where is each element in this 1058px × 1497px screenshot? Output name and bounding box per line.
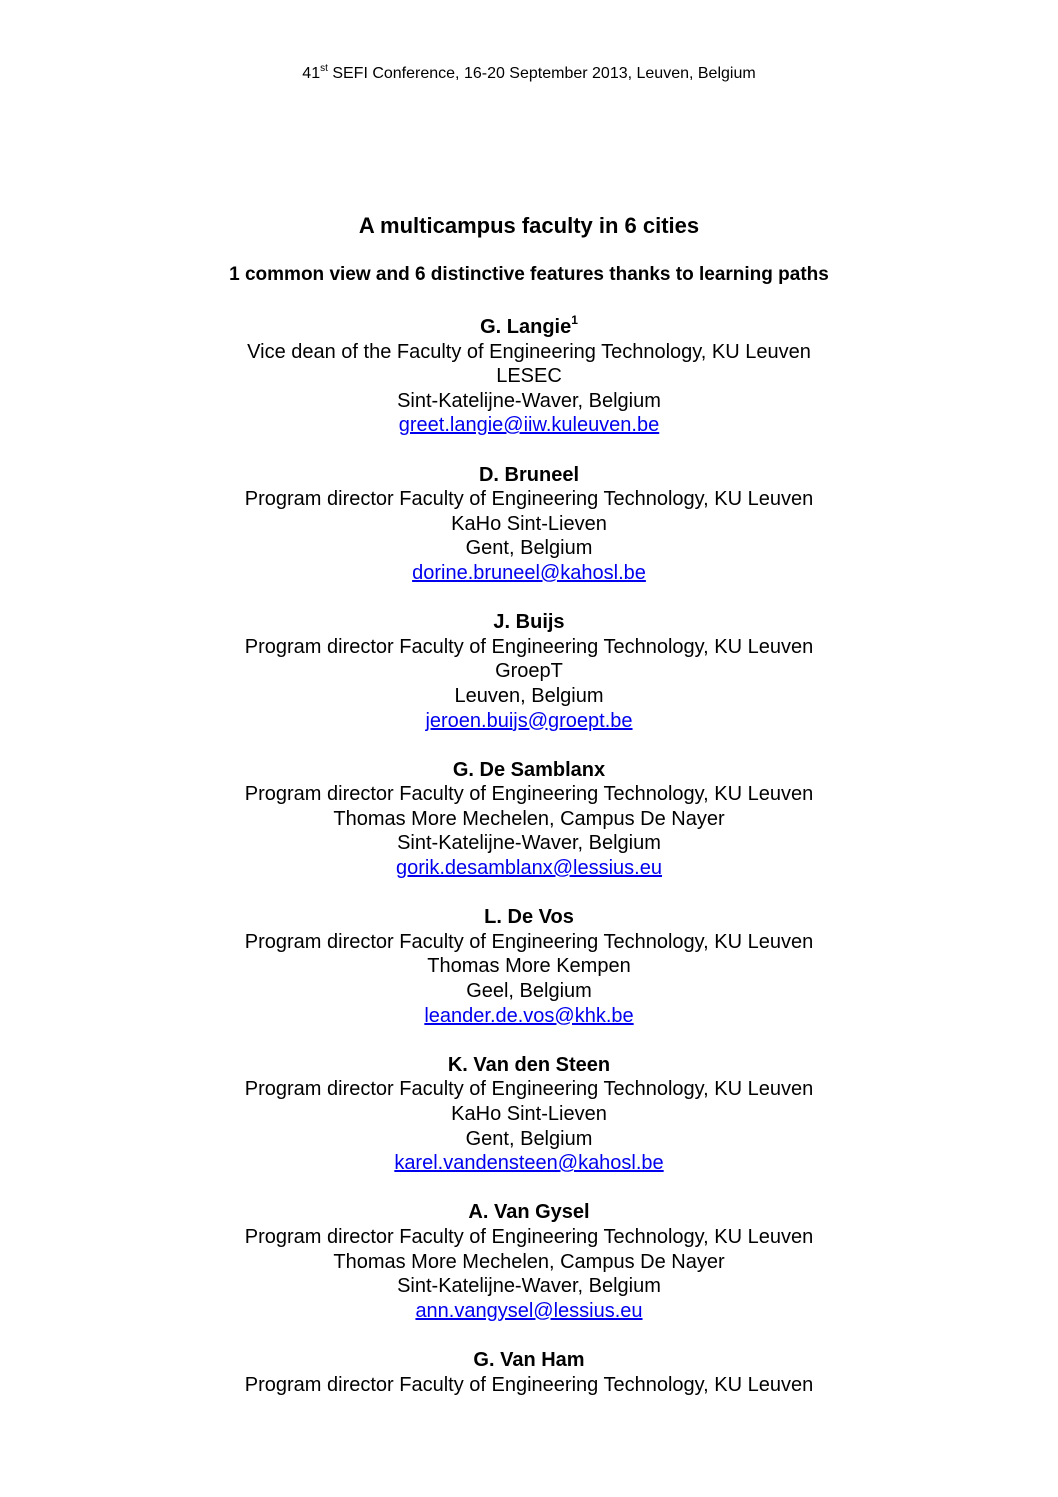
author-location: Geel, Belgium xyxy=(466,980,592,1003)
conference-ordinal: st xyxy=(320,63,328,74)
conference-number: 41 xyxy=(302,65,321,82)
author-location: Sint-Katelijne-Waver, Belgium xyxy=(397,389,661,412)
author-name: D. Bruneel xyxy=(478,463,580,486)
author-affiliation: LESEC xyxy=(496,365,562,388)
author-block xyxy=(0,1053,1058,1176)
author-location: Gent, Belgium xyxy=(465,537,593,560)
author-block xyxy=(0,315,1058,438)
author-block xyxy=(0,1200,1058,1323)
author-name: A. Van Gysel xyxy=(468,1201,590,1224)
author-role: Program director Faculty of Engineering Technology, KU Leuven xyxy=(244,1225,814,1248)
author-block xyxy=(0,610,1058,733)
paper-title: A multicampus faculty in 6 cities xyxy=(358,213,700,238)
author-block xyxy=(0,463,1058,586)
author-role: Program director Faculty of Engineering Technology, KU Leuven xyxy=(244,930,814,953)
author-affiliation: Thomas More Mechelen, Campus De Nayer xyxy=(333,1250,725,1273)
author-location: Gent, Belgium xyxy=(465,1127,593,1150)
author-email-link[interactable]: ann.vangysel@lessius.eu xyxy=(415,1299,643,1322)
author-email-link[interactable]: greet.langie@iiw.kuleuven.be xyxy=(398,414,660,437)
author-role: Program director Faculty of Engineering Technology, KU Leuven xyxy=(244,783,814,806)
author-affiliation: KaHo Sint-Lieven xyxy=(451,512,607,535)
conference-header xyxy=(0,64,1058,84)
author-location: Leuven, Belgium xyxy=(454,684,604,707)
author-name: K. Van den Steen xyxy=(447,1053,611,1076)
author-list xyxy=(0,315,1058,1422)
author-role: Program director Faculty of Engineering Technology, KU Leuven xyxy=(244,1373,814,1396)
conference-details: SEFI Conference, 16-20 September 2013, Leuven, Belgium xyxy=(327,65,756,82)
author-role: Program director Faculty of Engineering Technology, KU Leuven xyxy=(244,635,814,658)
author-name: J. Buijs xyxy=(493,611,565,634)
author-name: L. De Vos xyxy=(484,906,574,929)
author-affiliation: KaHo Sint-Lieven xyxy=(451,1103,607,1125)
footnote-marker: 1 xyxy=(571,313,578,327)
author-block xyxy=(0,758,1058,881)
author-affiliation: GroepT xyxy=(495,660,563,683)
author-email-link[interactable]: gorik.desamblanx@lessius.eu xyxy=(396,857,662,880)
author-email-link[interactable]: leander.de.vos@khk.be xyxy=(424,1004,634,1027)
author-name: G. Langie$^1$ xyxy=(480,313,578,338)
author-location: Sint-Katelijne-Waver, Belgium xyxy=(397,1275,661,1298)
author-location: Sint-Katelijne-Waver, Belgium xyxy=(397,832,661,855)
author-block xyxy=(0,905,1058,1028)
author-role: Program director Faculty of Engineering Technology, KU Leuven xyxy=(244,1078,814,1101)
author-block xyxy=(0,1348,1058,1397)
author-name: G. Van Ham xyxy=(473,1348,585,1371)
author-email-link[interactable]: dorine.bruneel@kahosl.be xyxy=(412,561,646,584)
author-role: Vice dean of the Faculty of Engineering Technology, KU Leuven xyxy=(247,340,811,363)
paper-subtitle: 1 common view and 6 distinctive features thanks to learning paths xyxy=(229,264,829,285)
author-affiliation: Thomas More Mechelen, Campus De Nayer xyxy=(333,807,725,830)
author-email-link[interactable]: jeroen.buijs@groept.be xyxy=(425,709,633,732)
author-role: Program director Faculty of Engineering Technology, KU Leuven xyxy=(244,488,814,511)
author-email-link[interactable]: karel.vandensteen@kahosl.be xyxy=(394,1152,664,1175)
author-name: G. De Samblanx xyxy=(452,758,606,781)
author-affiliation: Thomas More Kempen xyxy=(427,955,631,978)
